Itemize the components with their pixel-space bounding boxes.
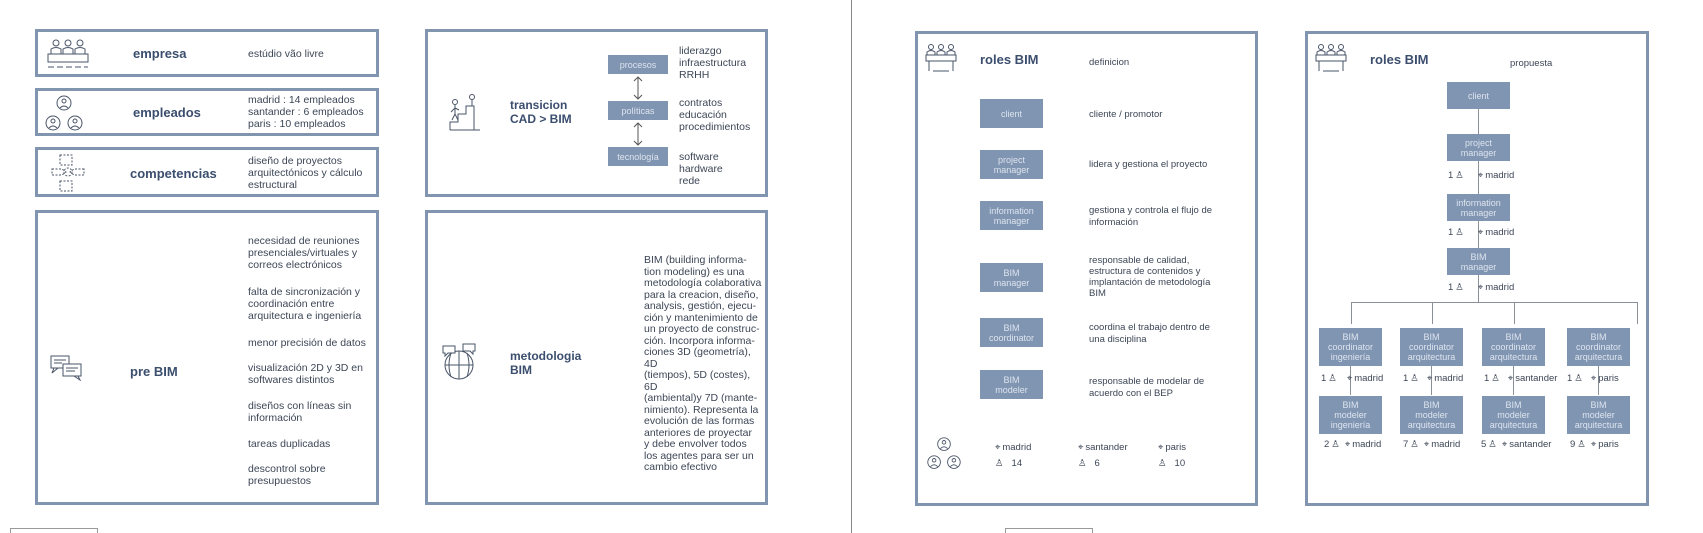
transicion-title: transicion CAD > BIM <box>510 98 572 126</box>
propuesta-title: roles BIM <box>1370 52 1429 67</box>
empleados-panel <box>35 88 379 136</box>
office-madrid: ⌖ madrid <box>995 442 1032 453</box>
office-santander-count: ♙ 6 <box>1078 458 1100 469</box>
org-meta-modeler-2: 7 ♙ ⌖ madrid <box>1403 439 1461 450</box>
org-connector <box>1351 302 1352 324</box>
prebim-item-5: diseños con líneas sin información <box>248 400 352 424</box>
pin-icon: ⌖ <box>1346 373 1353 384</box>
org-box-modeler-ingenieria: BIM modeler ingeniería <box>1319 396 1382 434</box>
people-group-icon <box>44 94 84 134</box>
org-meta-coordinator-3: 1 ♙ ⌖ santander <box>1484 373 1558 384</box>
propuesta-subtitle: propuesta <box>1510 58 1553 69</box>
process-box-tecnologia: tecnología <box>608 147 668 166</box>
prebim-panel <box>35 210 379 505</box>
org-box-coordinator-arquitectura-1: BIM coordinator arquitectura <box>1400 328 1463 366</box>
roles-subtitle: definicion <box>1089 57 1130 68</box>
double-arrow-icon <box>631 122 645 146</box>
roles-definicion-panel <box>915 31 1258 506</box>
prebim-item-6: tareas duplicadas <box>248 438 331 450</box>
competencias-panel <box>35 147 379 197</box>
prebim-item-1: necesidad de reuniones presenciales/virtuales y correos electrónicos <box>248 235 360 271</box>
org-box-client: client <box>1447 82 1510 109</box>
pin-icon: ⌖ <box>995 442 1001 453</box>
pin-icon: ⌖ <box>1426 373 1433 384</box>
person-icon: ♙ <box>1488 439 1497 450</box>
meeting-table-icon <box>1315 43 1347 73</box>
prebim-item-3: menor precisión de datos <box>248 337 366 349</box>
empresa-text: estúdio vão livre <box>248 48 324 60</box>
person-icon: ♙ <box>1577 439 1586 450</box>
process-box-procesos: procesos <box>608 55 668 74</box>
empleados-title: empleados <box>133 105 201 120</box>
org-meta-project-manager: 1 ♙ ⌖ madrid <box>1448 170 1515 181</box>
people-group-icon <box>926 436 962 472</box>
pin-icon: ⌖ <box>1423 439 1430 450</box>
org-box-information-manager: information manager <box>1447 194 1510 221</box>
org-box-bim-manager: BIM manager <box>1447 248 1510 275</box>
process-box-politicas: políticas <box>608 101 668 120</box>
prebim-item-4: visualización 2D y 3D en softwares distintos <box>248 362 363 386</box>
meeting-table-icon <box>46 38 90 70</box>
office-paris: ⌖ paris <box>1158 442 1186 453</box>
org-meta-bim-manager: 1 ♙ ⌖ madrid <box>1448 282 1515 293</box>
transicion-text-2: contratos educación procedimientos <box>679 97 751 133</box>
meeting-table-icon <box>925 43 957 73</box>
org-box-coordinator-arquitectura-3: BIM coordinator arquitectura <box>1567 328 1630 366</box>
org-connector <box>1478 109 1479 134</box>
person-icon: ♙ <box>1455 170 1464 181</box>
person-icon: ♙ <box>1331 439 1340 450</box>
role-box-bim-coordinator: BIM coordinator <box>980 318 1043 347</box>
metodologia-text: BIM (building informa- tion modeling) es una metodología colaborativa para la creacion, diseño, analysis, gestión, ejecu- ción y mantenimiento de un proyecto de construc- ción. Incorpora informa- ciones 3D (geometría), 4D (tiempos), 5D (costes), 6D (ambiental)y 7D (mante- nimiento). Representa la evolución de las formas anteriores de proyectar y debe envolver todos los agentes para ser un cambio efectivo <box>644 254 762 473</box>
page-divider <box>851 0 852 533</box>
metodologia-title: metodologia BIM <box>510 349 582 377</box>
empresa-panel <box>35 29 379 77</box>
org-meta-coordinator-1: 1 ♙ ⌖ madrid <box>1321 373 1384 384</box>
org-box-modeler-arquitectura-1: BIM modeler arquitectura <box>1400 396 1463 434</box>
empresa-title: empresa <box>133 46 187 61</box>
role-desc-information-manager: gestiona y controla el flujo de información <box>1089 205 1213 228</box>
pin-icon: ⌖ <box>1590 439 1597 450</box>
role-box-bim-manager: BIM manager <box>980 263 1043 292</box>
org-box-coordinator-arquitectura-2: BIM coordinator arquitectura <box>1482 328 1545 366</box>
person-icon: ♙ <box>1410 373 1419 384</box>
pin-icon: ⌖ <box>1477 282 1484 293</box>
role-desc-bim-manager: responsable de calidad, estructura de contenidos y implantación de metodología BIM <box>1089 255 1211 299</box>
person-icon: ♙ <box>1078 458 1087 469</box>
org-box-modeler-arquitectura-2: BIM modeler arquitectura <box>1482 396 1545 434</box>
pin-icon: ⌖ <box>1344 439 1351 450</box>
pin-icon: ⌖ <box>1590 373 1597 384</box>
transicion-panel <box>425 29 768 197</box>
role-desc-client: cliente / promotor <box>1089 109 1163 120</box>
org-connector <box>1514 302 1515 324</box>
roles-title: roles BIM <box>980 52 1039 67</box>
role-desc-project-manager: lidera y gestiona el proyecto <box>1089 159 1208 170</box>
role-box-information-manager: information manager <box>980 201 1043 230</box>
pin-icon: ⌖ <box>1507 373 1514 384</box>
person-icon: ♙ <box>1410 439 1419 450</box>
org-connector <box>1432 302 1433 324</box>
org-branch-line <box>1351 302 1637 303</box>
page-tab <box>10 528 98 533</box>
office-madrid-count: ♙ 14 <box>995 458 1023 469</box>
org-meta-modeler-4: 9 ♙ ⌖ paris <box>1570 439 1619 450</box>
empleados-line-santander: santander : 6 empleados <box>248 106 364 118</box>
prebim-title: pre BIM <box>130 364 178 379</box>
transicion-text-1: liderazgo infraestructura RRHH <box>679 45 747 81</box>
prebim-item-7: descontrol sobre presupuestos <box>248 463 326 487</box>
pin-icon: ⌖ <box>1477 170 1484 181</box>
role-box-bim-modeler: BIM modeler <box>980 370 1043 399</box>
competencias-title: competencias <box>130 166 217 181</box>
person-icon: ♙ <box>1328 373 1337 384</box>
person-icon: ♙ <box>1491 373 1500 384</box>
competencias-text: diseño de proyectos arquitectónicos y cálculo estructural <box>248 155 363 191</box>
globe-chat-icon <box>440 343 478 381</box>
org-meta-modeler-3: 5 ♙ ⌖ santander <box>1481 439 1552 450</box>
empleados-line-madrid: madrid : 14 empleados <box>248 94 355 106</box>
page-tab <box>1005 528 1093 533</box>
person-icon: ♙ <box>1574 373 1583 384</box>
pin-icon: ⌖ <box>1078 442 1084 453</box>
stairs-person-icon <box>448 94 482 132</box>
chat-icon <box>50 355 82 381</box>
role-desc-bim-modeler: responsable de modelar de acuerdo con el BEP <box>1089 376 1205 399</box>
person-icon: ♙ <box>1455 227 1464 238</box>
pin-icon: ⌖ <box>1158 442 1164 453</box>
office-santander: ⌖ santander <box>1078 442 1128 453</box>
org-meta-information-manager: 1 ♙ ⌖ madrid <box>1448 227 1515 238</box>
puzzle-icon <box>48 153 88 193</box>
transicion-text-3: software hardware rede <box>679 151 723 187</box>
org-box-modeler-arquitectura-3: BIM modeler arquitectura <box>1567 396 1630 434</box>
person-icon: ♙ <box>1158 458 1167 469</box>
role-box-client: client <box>980 99 1043 128</box>
person-icon: ♙ <box>1455 282 1464 293</box>
org-box-project-manager: project manager <box>1447 134 1510 161</box>
person-icon: ♙ <box>995 458 1004 469</box>
org-connector <box>1637 302 1638 324</box>
office-paris-count: ♙ 10 <box>1158 458 1186 469</box>
pin-icon: ⌖ <box>1501 439 1508 450</box>
prebim-item-2: falta de sincronización y coordinación entre arquitectura e ingeniería <box>248 286 362 322</box>
pin-icon: ⌖ <box>1477 227 1484 238</box>
role-box-project-manager: project manager <box>980 150 1043 179</box>
org-meta-coordinator-2: 1 ♙ ⌖ madrid <box>1403 373 1464 384</box>
empleados-line-paris: paris : 10 empleados <box>248 118 346 130</box>
metodologia-panel <box>425 210 768 505</box>
org-meta-coordinator-4: 1 ♙ ⌖ paris <box>1567 373 1619 384</box>
org-box-coordinator-ingenieria: BIM coordinator ingeniería <box>1319 328 1382 366</box>
role-desc-bim-coordinator: coordina el trabajo dentro de una disciplina <box>1089 322 1210 345</box>
roles-propuesta-panel <box>1305 31 1649 506</box>
double-arrow-icon <box>631 76 645 100</box>
org-meta-modeler-1: 2 ♙ ⌖ madrid <box>1324 439 1382 450</box>
